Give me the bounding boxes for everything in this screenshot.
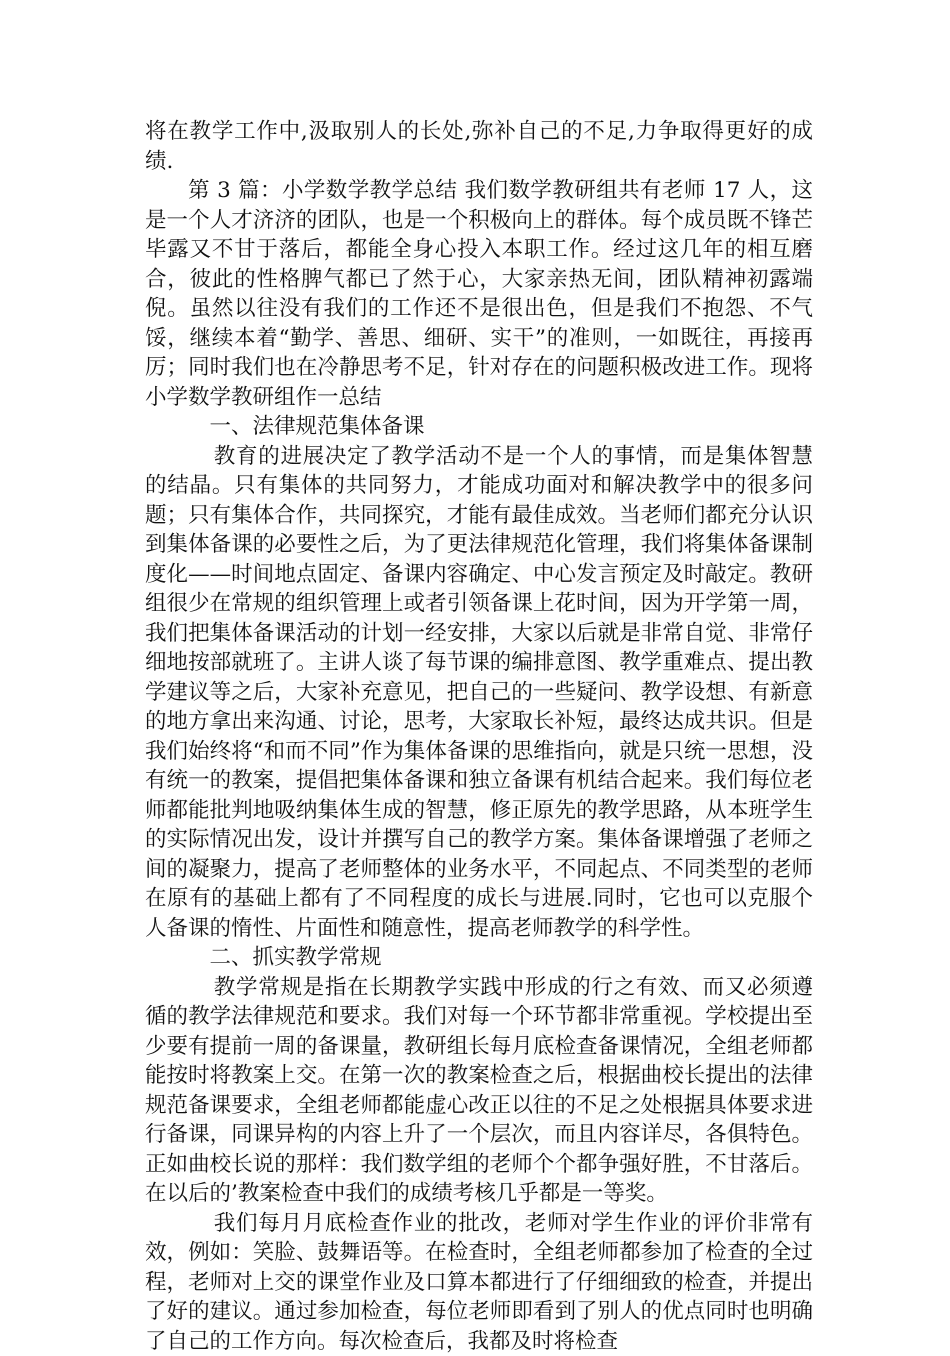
paragraph-section-2b: 我们每月月底检查作业的批改，老师对学生作业的评价非常有效，例如：笑脸、鼓舞语等。在检查时，全组老师都参加了检查的全过程，老师对上交的课堂作业及口算本都进行了仔细细致的检查，并提出了好的建议。通过参加检查，每位老师即看到了别人的优点同时也明确了自己的工作方向。每次检查后，我都及时将检查 [145, 1209, 813, 1356]
paragraph-intro: 第 3 篇：小学数学教学总结 我们数学教研组共有老师 17 人，这是一个人才济济的团队，也是一个积极向上的群体。每个成员既不锋芒毕露又不甘于落后，都能全身心投入本职工作。经过这几年的相互磨合，彼此的性格脾气都已了然于心，大家亲热无间，团队精神初露端倪。虽然以往没有我们的工作还不是很出色，但是我们不抱怨、不气馁，继续本着“勤学、善思、细研、实干”的准则，一如既往，再接再厉；同时我们也在冷静思考不足，针对存在的问题积极改进工作。现将小学数学教研组作一总结 [145, 176, 813, 412]
section-heading-1: 一、法律规范集体备课 [145, 412, 813, 442]
paragraph-section-2a: 教学常规是指在长期教学实践中形成的行之有效、而又必须遵循的教学法律规范和要求。我们对每一个环节都非常重视。学校提出至少要有提前一周的备课量，教研组长每月底检查备课情况，全组老师都能按时将教案上交。在第一次的教案检查之后，根据曲校长提出的法律规范备课要求，全组老师都能虚心改正以往的不足之处根据具体要求进行备课，同课异构的内容上升了一个层次，而且内容详尽，各俱特色。正如曲校长说的那样：我们数学组的老师个个都争强好胜，不甘落后。在以后的’教案检查中我们的成绩考核几乎都是一等奖。 [145, 973, 813, 1209]
section-heading-2: 二、抓实教学常规 [145, 943, 813, 973]
paragraph-continuation: 将在教学工作中,汲取别人的长处,弥补自己的不足,力争取得更好的成绩. [145, 117, 813, 176]
document-body [145, 117, 813, 1356]
paragraph-section-1: 教育的进展决定了教学活动不是一个人的事情，而是集体智慧的结晶。只有集体的共同努力，才能成功面对和解决教学中的很多问题；只有集体合作，共同探究，才能有最佳成效。当老师们都充分认识到集体备课的必要性之后，为了更法律规范化管理，我们将集体备课制度化——时间地点固定、备课内容确定、中心发言预定及时敲定。教研组很少在常规的组织管理上或者引领备课上花时间，因为开学第一周，我们把集体备课活动的计划一经安排，大家以后就是非常自觉、非常仔细地按部就班了。主讲人谈了每节课的编排意图、教学重难点、提出教学建议等之后，大家补充意见，把自己的一些疑问、教学设想、有新意的地方拿出来沟通、讨论，思考，大家取长补短，最终达成共识。但是我们始终将“和而不同”作为集体备课的思维指向，就是只统一思想，没有统一的教案，提倡把集体备课和独立备课有机结合起来。我们每位老师都能批判地吸纳集体生成的智慧，修正原先的教学思路，从本班学生的实际情况出发，设计并撰写自己的教学方案。集体备课增强了老师之间的凝聚力，提高了老师整体的业务水平，不同起点、不同类型的老师在原有的基础上都有了不同程度的成长与进展.同时，它也可以克服个人备课的惰性、片面性和随意性，提高老师教学的科学性。 [145, 442, 813, 944]
